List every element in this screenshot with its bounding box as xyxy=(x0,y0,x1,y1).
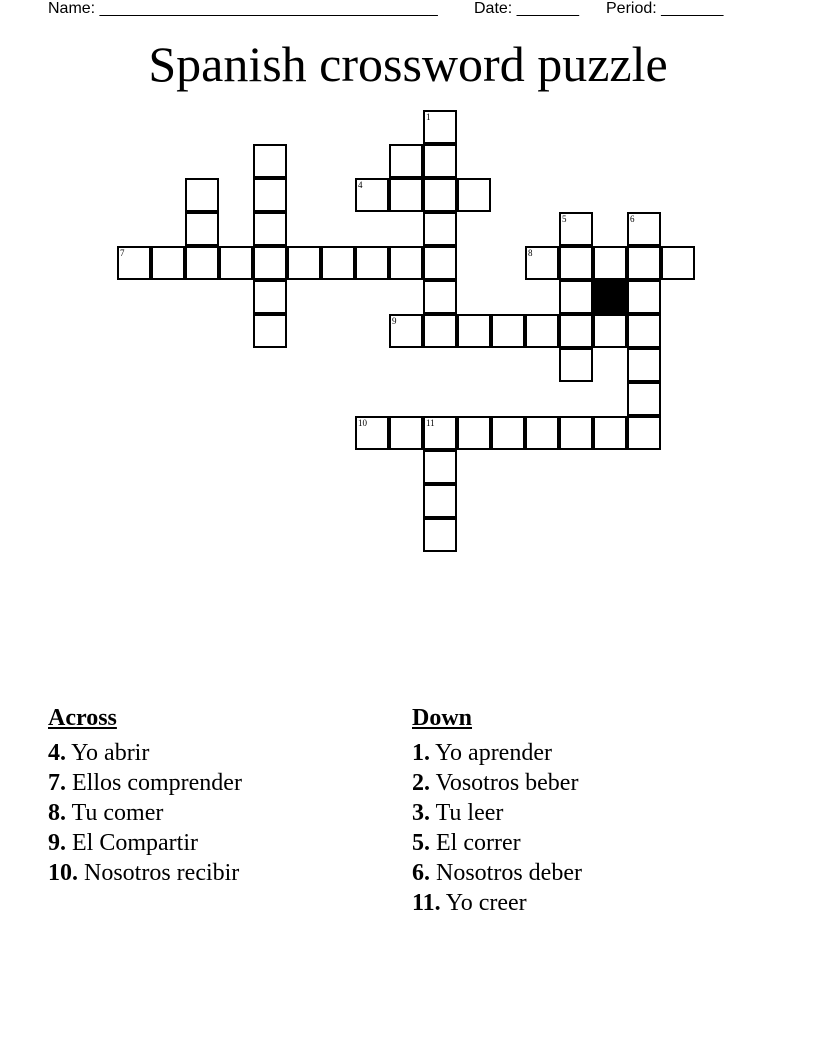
crossword-cell[interactable] xyxy=(559,416,593,450)
date-line: _______ xyxy=(516,0,579,17)
clue-text: Vosotros beber xyxy=(435,770,579,796)
across-clue xyxy=(48,858,242,888)
crossword-cell[interactable] xyxy=(457,314,491,348)
down-clue xyxy=(412,798,582,828)
across-heading: Across xyxy=(48,705,117,731)
crossword-cell[interactable] xyxy=(559,348,593,382)
crossword-cell[interactable] xyxy=(389,314,423,348)
period-line: _______ xyxy=(661,0,724,17)
date-field xyxy=(474,0,579,18)
period-label: Period: xyxy=(606,0,662,17)
clue-number-label: 7. xyxy=(48,770,66,796)
clue-number-label: 3. xyxy=(412,800,430,826)
clue-number-label: 4. xyxy=(48,740,66,766)
clue-number: 8 xyxy=(528,248,533,258)
crossword-cell[interactable] xyxy=(219,246,253,280)
clue-number: 9 xyxy=(392,316,397,326)
crossword-cell[interactable] xyxy=(423,110,457,144)
crossword-cell[interactable] xyxy=(355,416,389,450)
crossword-cell[interactable] xyxy=(457,416,491,450)
crossword-cell[interactable] xyxy=(185,178,219,212)
clue-number: 4 xyxy=(358,180,363,190)
clue-number: 11 xyxy=(426,418,435,428)
across-clue xyxy=(48,798,242,828)
clue-number-label: 2. xyxy=(412,770,430,796)
crossword-cell[interactable] xyxy=(117,246,151,280)
crossword-cell[interactable] xyxy=(661,246,695,280)
across-clue xyxy=(48,738,242,768)
crossword-cell[interactable] xyxy=(559,314,593,348)
across-clue xyxy=(48,768,242,798)
crossword-cell[interactable] xyxy=(627,382,661,416)
crossword-cell[interactable] xyxy=(593,416,627,450)
crossword-cell[interactable] xyxy=(559,280,593,314)
crossword-cell[interactable] xyxy=(457,178,491,212)
clue-text: Nosotros recibir xyxy=(84,860,240,886)
crossword-cell[interactable] xyxy=(627,280,661,314)
crossword-cell[interactable] xyxy=(525,416,559,450)
crossword-cell[interactable] xyxy=(253,314,287,348)
crossword-cell[interactable] xyxy=(491,314,525,348)
crossword-cell[interactable] xyxy=(321,246,355,280)
clue-number: 10 xyxy=(358,418,367,428)
crossword-cell[interactable] xyxy=(423,178,457,212)
clue-number: 6 xyxy=(630,214,635,224)
down-clue xyxy=(412,738,582,768)
across-clue xyxy=(48,828,242,858)
crossword-cell[interactable] xyxy=(355,178,389,212)
crossword-cell[interactable] xyxy=(627,416,661,450)
crossword-cell[interactable] xyxy=(559,246,593,280)
down-heading: Down xyxy=(412,705,473,731)
crossword-cell[interactable] xyxy=(185,212,219,246)
crossword-cell[interactable] xyxy=(389,416,423,450)
crossword-cell[interactable] xyxy=(627,348,661,382)
crossword-cell[interactable] xyxy=(423,416,457,450)
period-field xyxy=(606,0,723,18)
crossword-cell[interactable] xyxy=(389,144,423,178)
down-clue xyxy=(412,828,582,858)
date-label: Date: xyxy=(474,0,517,17)
crossword-cell[interactable] xyxy=(423,314,457,348)
clue-text: El Compartir xyxy=(72,830,198,856)
down-clue xyxy=(412,768,582,798)
down-clue-list xyxy=(412,738,582,918)
clue-text: Tu comer xyxy=(71,800,164,826)
crossword-cell[interactable] xyxy=(423,450,457,484)
crossword-cell[interactable] xyxy=(593,314,627,348)
name-line: ______________________________________ xyxy=(99,0,438,17)
name-field xyxy=(48,0,438,18)
crossword-cell[interactable] xyxy=(253,178,287,212)
page-title: Spanish crossword puzzle xyxy=(148,36,668,92)
clue-number-label: 11. xyxy=(412,890,441,916)
crossword-cell[interactable] xyxy=(151,246,185,280)
clue-number-label: 6. xyxy=(412,860,430,886)
clue-text: El correr xyxy=(436,830,521,856)
down-clue xyxy=(412,858,582,888)
crossword-cell[interactable] xyxy=(423,212,457,246)
crossword-cell[interactable] xyxy=(355,246,389,280)
crossword-cell[interactable] xyxy=(491,416,525,450)
clue-number-label: 1. xyxy=(412,740,430,766)
crossword-cell[interactable] xyxy=(389,246,423,280)
crossword-cell[interactable] xyxy=(525,246,559,280)
crossword-cell[interactable] xyxy=(423,280,457,314)
crossword-cell[interactable] xyxy=(287,246,321,280)
blocked-cell xyxy=(593,280,627,314)
crossword-cell[interactable] xyxy=(559,212,593,246)
crossword-cell[interactable] xyxy=(253,246,287,280)
crossword-cell[interactable] xyxy=(389,178,423,212)
crossword-cell[interactable] xyxy=(423,246,457,280)
across-clue-list xyxy=(48,738,242,888)
crossword-cell[interactable] xyxy=(525,314,559,348)
crossword-cell[interactable] xyxy=(253,144,287,178)
clue-number-label: 8. xyxy=(48,800,66,826)
clue-number: 1 xyxy=(426,112,431,122)
down-clue xyxy=(412,888,582,918)
crossword-cell[interactable] xyxy=(185,246,219,280)
clue-number-label: 10. xyxy=(48,860,78,886)
clue-number: 7 xyxy=(120,248,125,258)
clue-text: Tu leer xyxy=(435,800,504,826)
crossword-cell[interactable] xyxy=(627,246,661,280)
clue-text: Nosotros deber xyxy=(436,860,582,886)
crossword-cell[interactable] xyxy=(423,484,457,518)
crossword-cell[interactable] xyxy=(627,314,661,348)
crossword-cell[interactable] xyxy=(423,144,457,178)
clue-text: Yo creer xyxy=(445,890,527,916)
crossword-cell[interactable] xyxy=(423,518,457,552)
clue-number-label: 9. xyxy=(48,830,66,856)
crossword-cell[interactable] xyxy=(253,212,287,246)
name-label: Name: xyxy=(48,0,100,17)
clue-number-label: 5. xyxy=(412,830,430,856)
crossword-cell[interactable] xyxy=(253,280,287,314)
clue-text: Yo aprender xyxy=(435,740,552,766)
clue-text: Yo abrir xyxy=(71,740,150,766)
clue-number: 5 xyxy=(562,214,567,224)
crossword-cell[interactable] xyxy=(593,246,627,280)
clue-text: Ellos comprender xyxy=(72,770,242,796)
crossword-cell[interactable] xyxy=(627,212,661,246)
